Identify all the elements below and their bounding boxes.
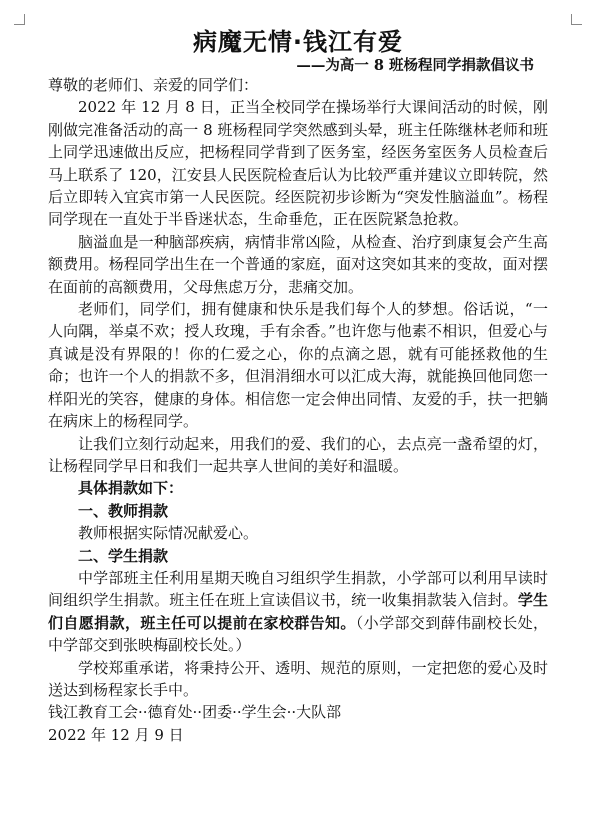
closing-statement: 学校郑重承诺，将秉持公开、透明、规范的原则，一定把您的爱心及时送达到杨程家长手中。 — [48, 658, 548, 699]
signatories: 钱江教育工会··德育处··团委··学生会··大队部 — [48, 703, 342, 722]
section-student-heading: 二、学生捐款 — [78, 546, 169, 565]
document-title: 病魔无情·钱江有爱 — [192, 28, 404, 56]
paragraph-incident: 2022 年 12 月 8 日，正当全校同学在操场举行大课间活动的时候，刚刚做完准备活动的高一 8 班杨程同学突然感到头晕，班主任陈继林老师和班上同学迅速做出反应，把杨程同学背到了医务室，经医务室医务人员检查后马上联系了 120，江安县人民医院检查后认为比较严重并建议立即转院，然后立即转入宜宾市第一人民医院。经医院初步诊断为“突发性脑溢血”。杨程同学现在一直处于半昏迷状态，生命垂危，正在医院紧急抢救。 — [48, 98, 548, 229]
paragraph-appeal: 老师们，同学们，拥有健康和快乐是我们每个人的梦想。俗话说，“一人向隅，举桌不欢；授人玫瑰，手有余香。”也许您与他素不相识，但爱心与真诚是没有界限的！你的仁爱之心，你的点滴之恩，就有可能拯救他的生命；也许一个人的捐款不多，但涓涓细水可以汇成大海，就能换回他同您一样阳光的笑容，健康的身体。相信您一定会伸出同情、友爱的手，扶一把躺在病床上的杨程同学。 — [48, 300, 548, 431]
section-teacher-text: 教师根据实际情况献爱心。 — [78, 524, 259, 543]
paragraph-illness: 脑溢血是一种脑部疾病，病情非常凶险，从检查、治疗到康复会产生高额费用。杨程同学出生在一个普通的家庭，面对这突如其来的变故，面对摆在面前的高额费用，父母焦虑万分，悲痛交加。 — [48, 232, 548, 296]
document-subtitle: ——为高一 8 班杨程同学捐款倡议书 — [296, 57, 534, 74]
details-heading: 具体捐款如下： — [78, 479, 184, 498]
document-body — [48, 74, 548, 746]
document-date: 2022 年 12 月 9 日 — [48, 725, 184, 744]
paragraph-call-to-action: 让我们立刻行动起来，用我们的爱、我们的心，去点亮一盏希望的灯，让杨程同学早日和我们一起共享人世间的美好和温暖。 — [48, 434, 548, 475]
section-teacher-heading: 一、教师捐款 — [78, 501, 169, 520]
section-student-text: 中学部班主任利用星期天晚自习组织学生捐款，小学部可以利用早读时间组织学生捐款。班主任在班上宣读倡议书，统一收集捐款装入信封。学生们自愿捐款，班主任可以提前在家校群告知。（小学部交到薛伟副校长处，中学部交到张映梅副校长处。） — [48, 568, 548, 655]
salutation: 尊敬的老师们、亲爱的同学们： — [48, 76, 259, 94]
